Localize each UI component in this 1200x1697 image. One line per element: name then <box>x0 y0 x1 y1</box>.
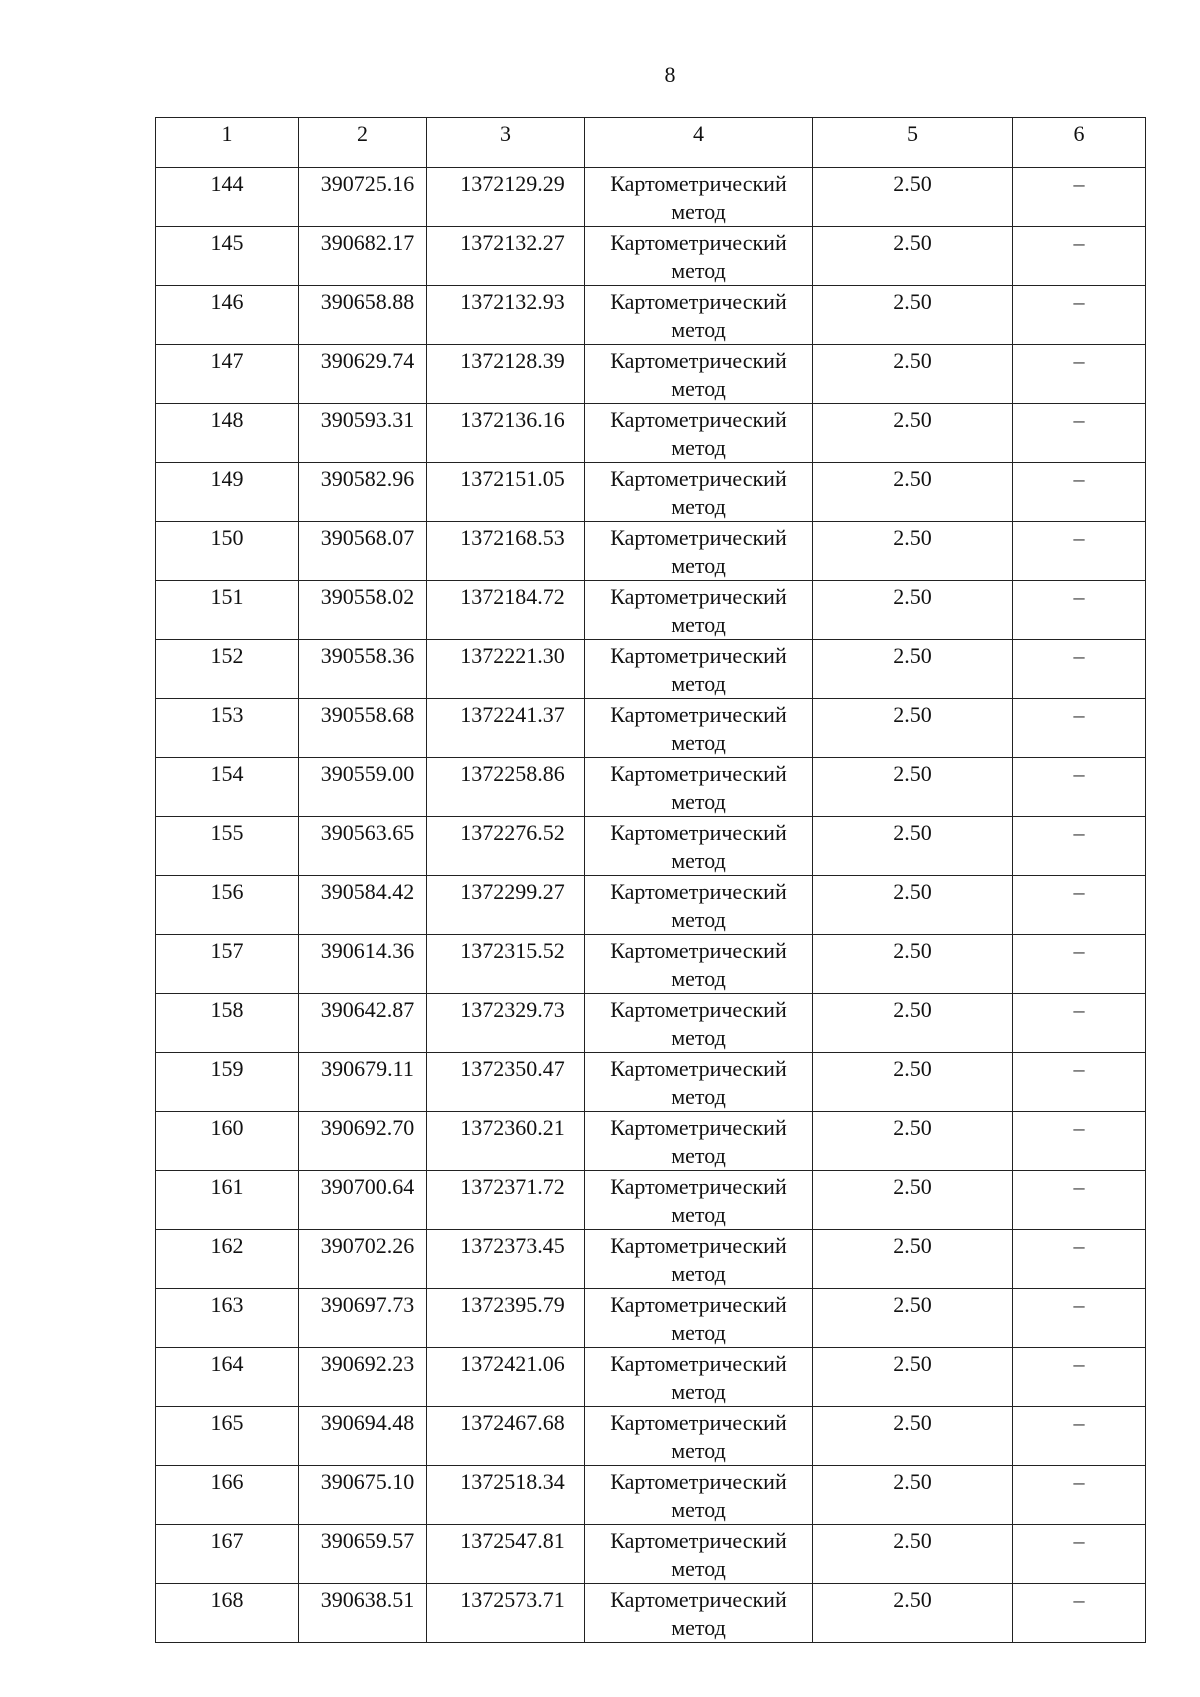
table-row <box>156 699 1146 758</box>
y-coordinate-cell: 1372315.52 <box>427 935 585 994</box>
x-coordinate-cell: 390563.65 <box>299 817 427 876</box>
x-coordinate-cell: 390694.48 <box>299 1407 427 1466</box>
point-number-cell: 160 <box>156 1112 299 1171</box>
method-cell: Картометрический метод <box>585 1171 813 1230</box>
y-coordinate-cell: 1372129.29 <box>427 168 585 227</box>
x-coordinate-cell: 390682.17 <box>299 227 427 286</box>
method-cell: Картометрический метод <box>585 522 813 581</box>
note-cell: – <box>1013 522 1146 581</box>
x-coordinate-cell: 390692.23 <box>299 1348 427 1407</box>
table-row <box>156 581 1146 640</box>
note-cell: – <box>1013 640 1146 699</box>
method-cell: Картометрический метод <box>585 876 813 935</box>
note-cell: – <box>1013 994 1146 1053</box>
method-cell: Картометрический метод <box>585 1230 813 1289</box>
y-coordinate-cell: 1372350.47 <box>427 1053 585 1112</box>
point-number-cell: 148 <box>156 404 299 463</box>
accuracy-cell: 2.50 <box>813 1289 1013 1348</box>
y-coordinate-cell: 1372168.53 <box>427 522 585 581</box>
point-number-cell: 153 <box>156 699 299 758</box>
header-col-3: 3 <box>427 118 585 168</box>
method-cell: Картометрический метод <box>585 1466 813 1525</box>
accuracy-cell: 2.50 <box>813 227 1013 286</box>
table-row <box>156 1053 1146 1112</box>
point-number-cell: 152 <box>156 640 299 699</box>
note-cell: – <box>1013 404 1146 463</box>
method-cell: Картометрический метод <box>585 404 813 463</box>
method-cell: Картометрический метод <box>585 640 813 699</box>
x-coordinate-cell: 390725.16 <box>299 168 427 227</box>
method-cell: Картометрический метод <box>585 935 813 994</box>
point-number-cell: 157 <box>156 935 299 994</box>
accuracy-cell: 2.50 <box>813 1407 1013 1466</box>
point-number-cell: 150 <box>156 522 299 581</box>
method-cell: Картометрический метод <box>585 345 813 404</box>
point-number-cell: 162 <box>156 1230 299 1289</box>
point-number-cell: 155 <box>156 817 299 876</box>
point-number-cell: 163 <box>156 1289 299 1348</box>
point-number-cell: 168 <box>156 1584 299 1643</box>
note-cell: – <box>1013 345 1146 404</box>
y-coordinate-cell: 1372258.86 <box>427 758 585 817</box>
point-number-cell: 164 <box>156 1348 299 1407</box>
x-coordinate-cell: 390558.68 <box>299 699 427 758</box>
method-cell: Картометрический метод <box>585 1584 813 1643</box>
x-coordinate-cell: 390629.74 <box>299 345 427 404</box>
note-cell: – <box>1013 1053 1146 1112</box>
table-row <box>156 1584 1146 1643</box>
point-number-cell: 145 <box>156 227 299 286</box>
note-cell: – <box>1013 1525 1146 1584</box>
y-coordinate-cell: 1372373.45 <box>427 1230 585 1289</box>
table-row <box>156 404 1146 463</box>
table-row <box>156 1230 1146 1289</box>
x-coordinate-cell: 390614.36 <box>299 935 427 994</box>
y-coordinate-cell: 1372128.39 <box>427 345 585 404</box>
y-coordinate-cell: 1372371.72 <box>427 1171 585 1230</box>
accuracy-cell: 2.50 <box>813 817 1013 876</box>
note-cell: – <box>1013 581 1146 640</box>
accuracy-cell: 2.50 <box>813 699 1013 758</box>
accuracy-cell: 2.50 <box>813 1584 1013 1643</box>
x-coordinate-cell: 390700.64 <box>299 1171 427 1230</box>
point-number-cell: 165 <box>156 1407 299 1466</box>
table-header-row <box>156 118 1146 168</box>
accuracy-cell: 2.50 <box>813 876 1013 935</box>
y-coordinate-cell: 1372395.79 <box>427 1289 585 1348</box>
header-col-4: 4 <box>585 118 813 168</box>
x-coordinate-cell: 390559.00 <box>299 758 427 817</box>
accuracy-cell: 2.50 <box>813 1348 1013 1407</box>
accuracy-cell: 2.50 <box>813 522 1013 581</box>
note-cell: – <box>1013 1466 1146 1525</box>
note-cell: – <box>1013 463 1146 522</box>
table-body <box>156 168 1146 1643</box>
method-cell: Картометрический метод <box>585 758 813 817</box>
point-number-cell: 161 <box>156 1171 299 1230</box>
x-coordinate-cell: 390638.51 <box>299 1584 427 1643</box>
point-number-cell: 167 <box>156 1525 299 1584</box>
accuracy-cell: 2.50 <box>813 1171 1013 1230</box>
note-cell: – <box>1013 227 1146 286</box>
x-coordinate-cell: 390558.02 <box>299 581 427 640</box>
method-cell: Картометрический метод <box>585 168 813 227</box>
method-cell: Картометрический метод <box>585 581 813 640</box>
x-coordinate-cell: 390568.07 <box>299 522 427 581</box>
table-row <box>156 1289 1146 1348</box>
y-coordinate-cell: 1372132.27 <box>427 227 585 286</box>
note-cell: – <box>1013 168 1146 227</box>
x-coordinate-cell: 390702.26 <box>299 1230 427 1289</box>
note-cell: – <box>1013 758 1146 817</box>
accuracy-cell: 2.50 <box>813 994 1013 1053</box>
point-number-cell: 151 <box>156 581 299 640</box>
point-number-cell: 159 <box>156 1053 299 1112</box>
accuracy-cell: 2.50 <box>813 168 1013 227</box>
y-coordinate-cell: 1372276.52 <box>427 817 585 876</box>
method-cell: Картометрический метод <box>585 1112 813 1171</box>
table-row <box>156 994 1146 1053</box>
y-coordinate-cell: 1372151.05 <box>427 463 585 522</box>
point-number-cell: 146 <box>156 286 299 345</box>
accuracy-cell: 2.50 <box>813 1053 1013 1112</box>
table-row <box>156 1171 1146 1230</box>
y-coordinate-cell: 1372221.30 <box>427 640 585 699</box>
point-number-cell: 149 <box>156 463 299 522</box>
table-row <box>156 227 1146 286</box>
accuracy-cell: 2.50 <box>813 345 1013 404</box>
header-col-1: 1 <box>156 118 299 168</box>
method-cell: Картометрический метод <box>585 994 813 1053</box>
point-number-cell: 156 <box>156 876 299 935</box>
x-coordinate-cell: 390658.88 <box>299 286 427 345</box>
y-coordinate-cell: 1372518.34 <box>427 1466 585 1525</box>
accuracy-cell: 2.50 <box>813 640 1013 699</box>
y-coordinate-cell: 1372241.37 <box>427 699 585 758</box>
accuracy-cell: 2.50 <box>813 758 1013 817</box>
x-coordinate-cell: 390642.87 <box>299 994 427 1053</box>
x-coordinate-cell: 390558.36 <box>299 640 427 699</box>
y-coordinate-cell: 1372573.71 <box>427 1584 585 1643</box>
header-col-6: 6 <box>1013 118 1146 168</box>
method-cell: Картометрический метод <box>585 1407 813 1466</box>
x-coordinate-cell: 390697.73 <box>299 1289 427 1348</box>
table-row <box>156 286 1146 345</box>
note-cell: – <box>1013 286 1146 345</box>
note-cell: – <box>1013 935 1146 994</box>
table-row <box>156 1466 1146 1525</box>
note-cell: – <box>1013 1584 1146 1643</box>
method-cell: Картометрический метод <box>585 463 813 522</box>
point-number-cell: 154 <box>156 758 299 817</box>
accuracy-cell: 2.50 <box>813 1112 1013 1171</box>
y-coordinate-cell: 1372360.21 <box>427 1112 585 1171</box>
page-number: 8 <box>664 62 676 87</box>
accuracy-cell: 2.50 <box>813 1466 1013 1525</box>
point-number-cell: 158 <box>156 994 299 1053</box>
y-coordinate-cell: 1372547.81 <box>427 1525 585 1584</box>
x-coordinate-cell: 390584.42 <box>299 876 427 935</box>
accuracy-cell: 2.50 <box>813 286 1013 345</box>
method-cell: Картометрический метод <box>585 1348 813 1407</box>
table-row <box>156 1112 1146 1171</box>
note-cell: – <box>1013 1112 1146 1171</box>
method-cell: Картометрический метод <box>585 1289 813 1348</box>
note-cell: – <box>1013 817 1146 876</box>
accuracy-cell: 2.50 <box>813 1525 1013 1584</box>
header-col-2: 2 <box>299 118 427 168</box>
note-cell: – <box>1013 1348 1146 1407</box>
method-cell: Картометрический метод <box>585 286 813 345</box>
x-coordinate-cell: 390679.11 <box>299 1053 427 1112</box>
table-row <box>156 522 1146 581</box>
point-number-cell: 147 <box>156 345 299 404</box>
header-col-5: 5 <box>813 118 1013 168</box>
y-coordinate-cell: 1372136.16 <box>427 404 585 463</box>
method-cell: Картометрический метод <box>585 1053 813 1112</box>
table-row <box>156 1407 1146 1466</box>
table-row <box>156 168 1146 227</box>
table-row <box>156 935 1146 994</box>
method-cell: Картометрический метод <box>585 1525 813 1584</box>
note-cell: – <box>1013 699 1146 758</box>
x-coordinate-cell: 390593.31 <box>299 404 427 463</box>
table-row <box>156 758 1146 817</box>
point-number-cell: 144 <box>156 168 299 227</box>
x-coordinate-cell: 390692.70 <box>299 1112 427 1171</box>
table-row <box>156 345 1146 404</box>
x-coordinate-cell: 390659.57 <box>299 1525 427 1584</box>
table-row <box>156 817 1146 876</box>
y-coordinate-cell: 1372132.93 <box>427 286 585 345</box>
table-row <box>156 1525 1146 1584</box>
y-coordinate-cell: 1372299.27 <box>427 876 585 935</box>
accuracy-cell: 2.50 <box>813 1230 1013 1289</box>
accuracy-cell: 2.50 <box>813 581 1013 640</box>
method-cell: Картометрический метод <box>585 699 813 758</box>
note-cell: – <box>1013 1289 1146 1348</box>
note-cell: – <box>1013 1407 1146 1466</box>
point-number-cell: 166 <box>156 1466 299 1525</box>
method-cell: Картометрический метод <box>585 227 813 286</box>
table-row <box>156 1348 1146 1407</box>
accuracy-cell: 2.50 <box>813 404 1013 463</box>
x-coordinate-cell: 390675.10 <box>299 1466 427 1525</box>
table-row <box>156 640 1146 699</box>
coordinates-table <box>155 117 1146 1643</box>
method-cell: Картометрический метод <box>585 817 813 876</box>
note-cell: – <box>1013 1230 1146 1289</box>
note-cell: – <box>1013 1171 1146 1230</box>
y-coordinate-cell: 1372421.06 <box>427 1348 585 1407</box>
table-row <box>156 463 1146 522</box>
accuracy-cell: 2.50 <box>813 935 1013 994</box>
y-coordinate-cell: 1372467.68 <box>427 1407 585 1466</box>
accuracy-cell: 2.50 <box>813 463 1013 522</box>
x-coordinate-cell: 390582.96 <box>299 463 427 522</box>
y-coordinate-cell: 1372329.73 <box>427 994 585 1053</box>
y-coordinate-cell: 1372184.72 <box>427 581 585 640</box>
table-row <box>156 876 1146 935</box>
note-cell: – <box>1013 876 1146 935</box>
